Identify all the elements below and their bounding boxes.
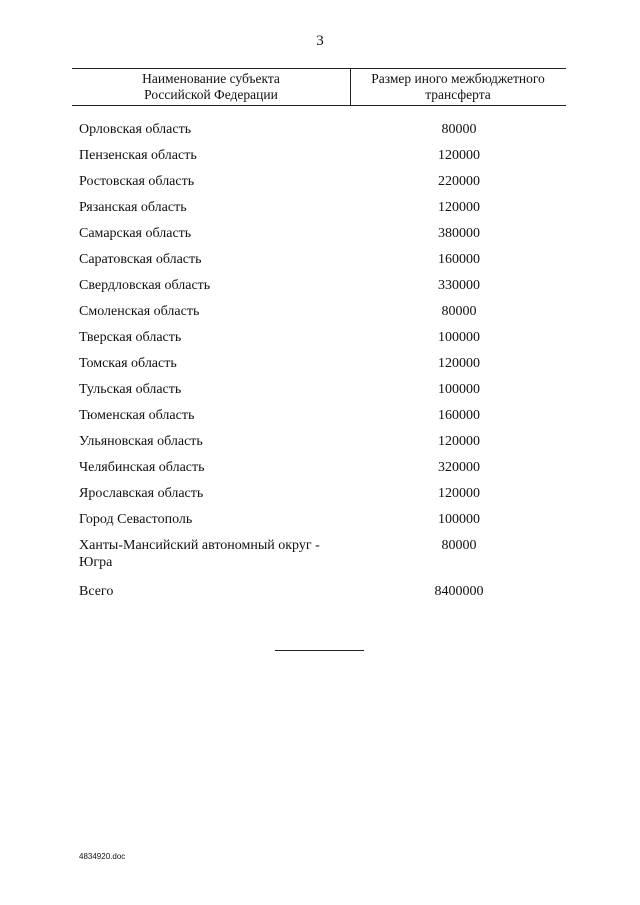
page-number: 3: [316, 33, 324, 49]
transfer-amount: 100000: [438, 382, 480, 397]
transfer-amount: 160000: [438, 408, 480, 423]
header-column-subject: [72, 71, 350, 103]
region-name: Пензенская область: [79, 148, 197, 163]
region-name: Тульская область: [79, 382, 182, 397]
transfer-amount: 120000: [438, 486, 480, 501]
closing-rule: [275, 650, 364, 651]
table-row: [79, 247, 559, 273]
table-row: [79, 377, 559, 403]
table-header: [72, 68, 566, 106]
transfer-amount: 120000: [438, 434, 480, 449]
region-name: [79, 537, 369, 571]
transfer-amount: 120000: [438, 200, 480, 215]
header-amount-line1: Размер иного межбюджетного: [371, 71, 545, 86]
region-name-line2: Югра: [79, 555, 113, 570]
header-subject-line2: Российской Федерации: [144, 87, 278, 102]
transfer-amount: 380000: [438, 226, 480, 241]
region-name: Свердловская область: [79, 278, 211, 293]
table-row: [79, 533, 559, 577]
transfer-amount: 330000: [438, 278, 480, 293]
region-name: Саратовская область: [79, 252, 202, 267]
region-name: Орловская область: [79, 122, 192, 137]
table-row: [79, 169, 559, 195]
table-row: [79, 143, 559, 169]
table-row: [79, 325, 559, 351]
table-row: [79, 351, 559, 377]
region-name-line1: Ханты-Мансийский автономный округ -: [79, 538, 320, 553]
region-name: Тюменская область: [79, 408, 195, 423]
transfer-amount: 320000: [438, 460, 480, 475]
table-row: [79, 507, 559, 533]
total-label: Всего: [79, 584, 114, 599]
region-name: Ульяновская область: [79, 434, 203, 449]
transfer-amount: 100000: [438, 512, 480, 527]
transfer-amount: 100000: [438, 330, 480, 345]
transfer-amount: 120000: [438, 356, 480, 371]
region-name: Смоленская область: [79, 304, 200, 319]
region-name: Рязанская область: [79, 200, 187, 215]
header-amount-line2: трансферта: [425, 87, 491, 102]
transfer-amount: 80000: [441, 304, 477, 319]
region-name: Тверская область: [79, 330, 182, 345]
table-row: [79, 299, 559, 325]
transfer-amount: 160000: [438, 252, 480, 267]
table-row: [79, 481, 559, 507]
header-column-amount: [350, 71, 566, 103]
region-name: Самарская область: [79, 226, 192, 241]
table-row: [79, 429, 559, 455]
region-name: Томская область: [79, 356, 177, 371]
region-name: Ярославская область: [79, 486, 204, 501]
header-subject-line1: Наименование субъекта: [142, 71, 280, 86]
transfer-amount: 220000: [438, 174, 480, 189]
document-id: 4834920.doc: [79, 852, 126, 861]
table-row: [79, 273, 559, 299]
table-row: [79, 117, 559, 143]
region-name: Челябинская область: [79, 460, 205, 475]
total-row: [79, 579, 559, 605]
total-amount: 8400000: [434, 584, 484, 599]
region-name: Ростовская область: [79, 174, 195, 189]
region-name: Город Севастополь: [79, 512, 193, 527]
table-row: [79, 221, 559, 247]
table-body: [79, 117, 559, 605]
table-row: [79, 455, 559, 481]
transfer-amount: 120000: [438, 148, 480, 163]
table-row: [79, 403, 559, 429]
transfer-amount: 80000: [441, 122, 477, 137]
transfer-amount: 80000: [441, 538, 477, 553]
table-row: [79, 195, 559, 221]
